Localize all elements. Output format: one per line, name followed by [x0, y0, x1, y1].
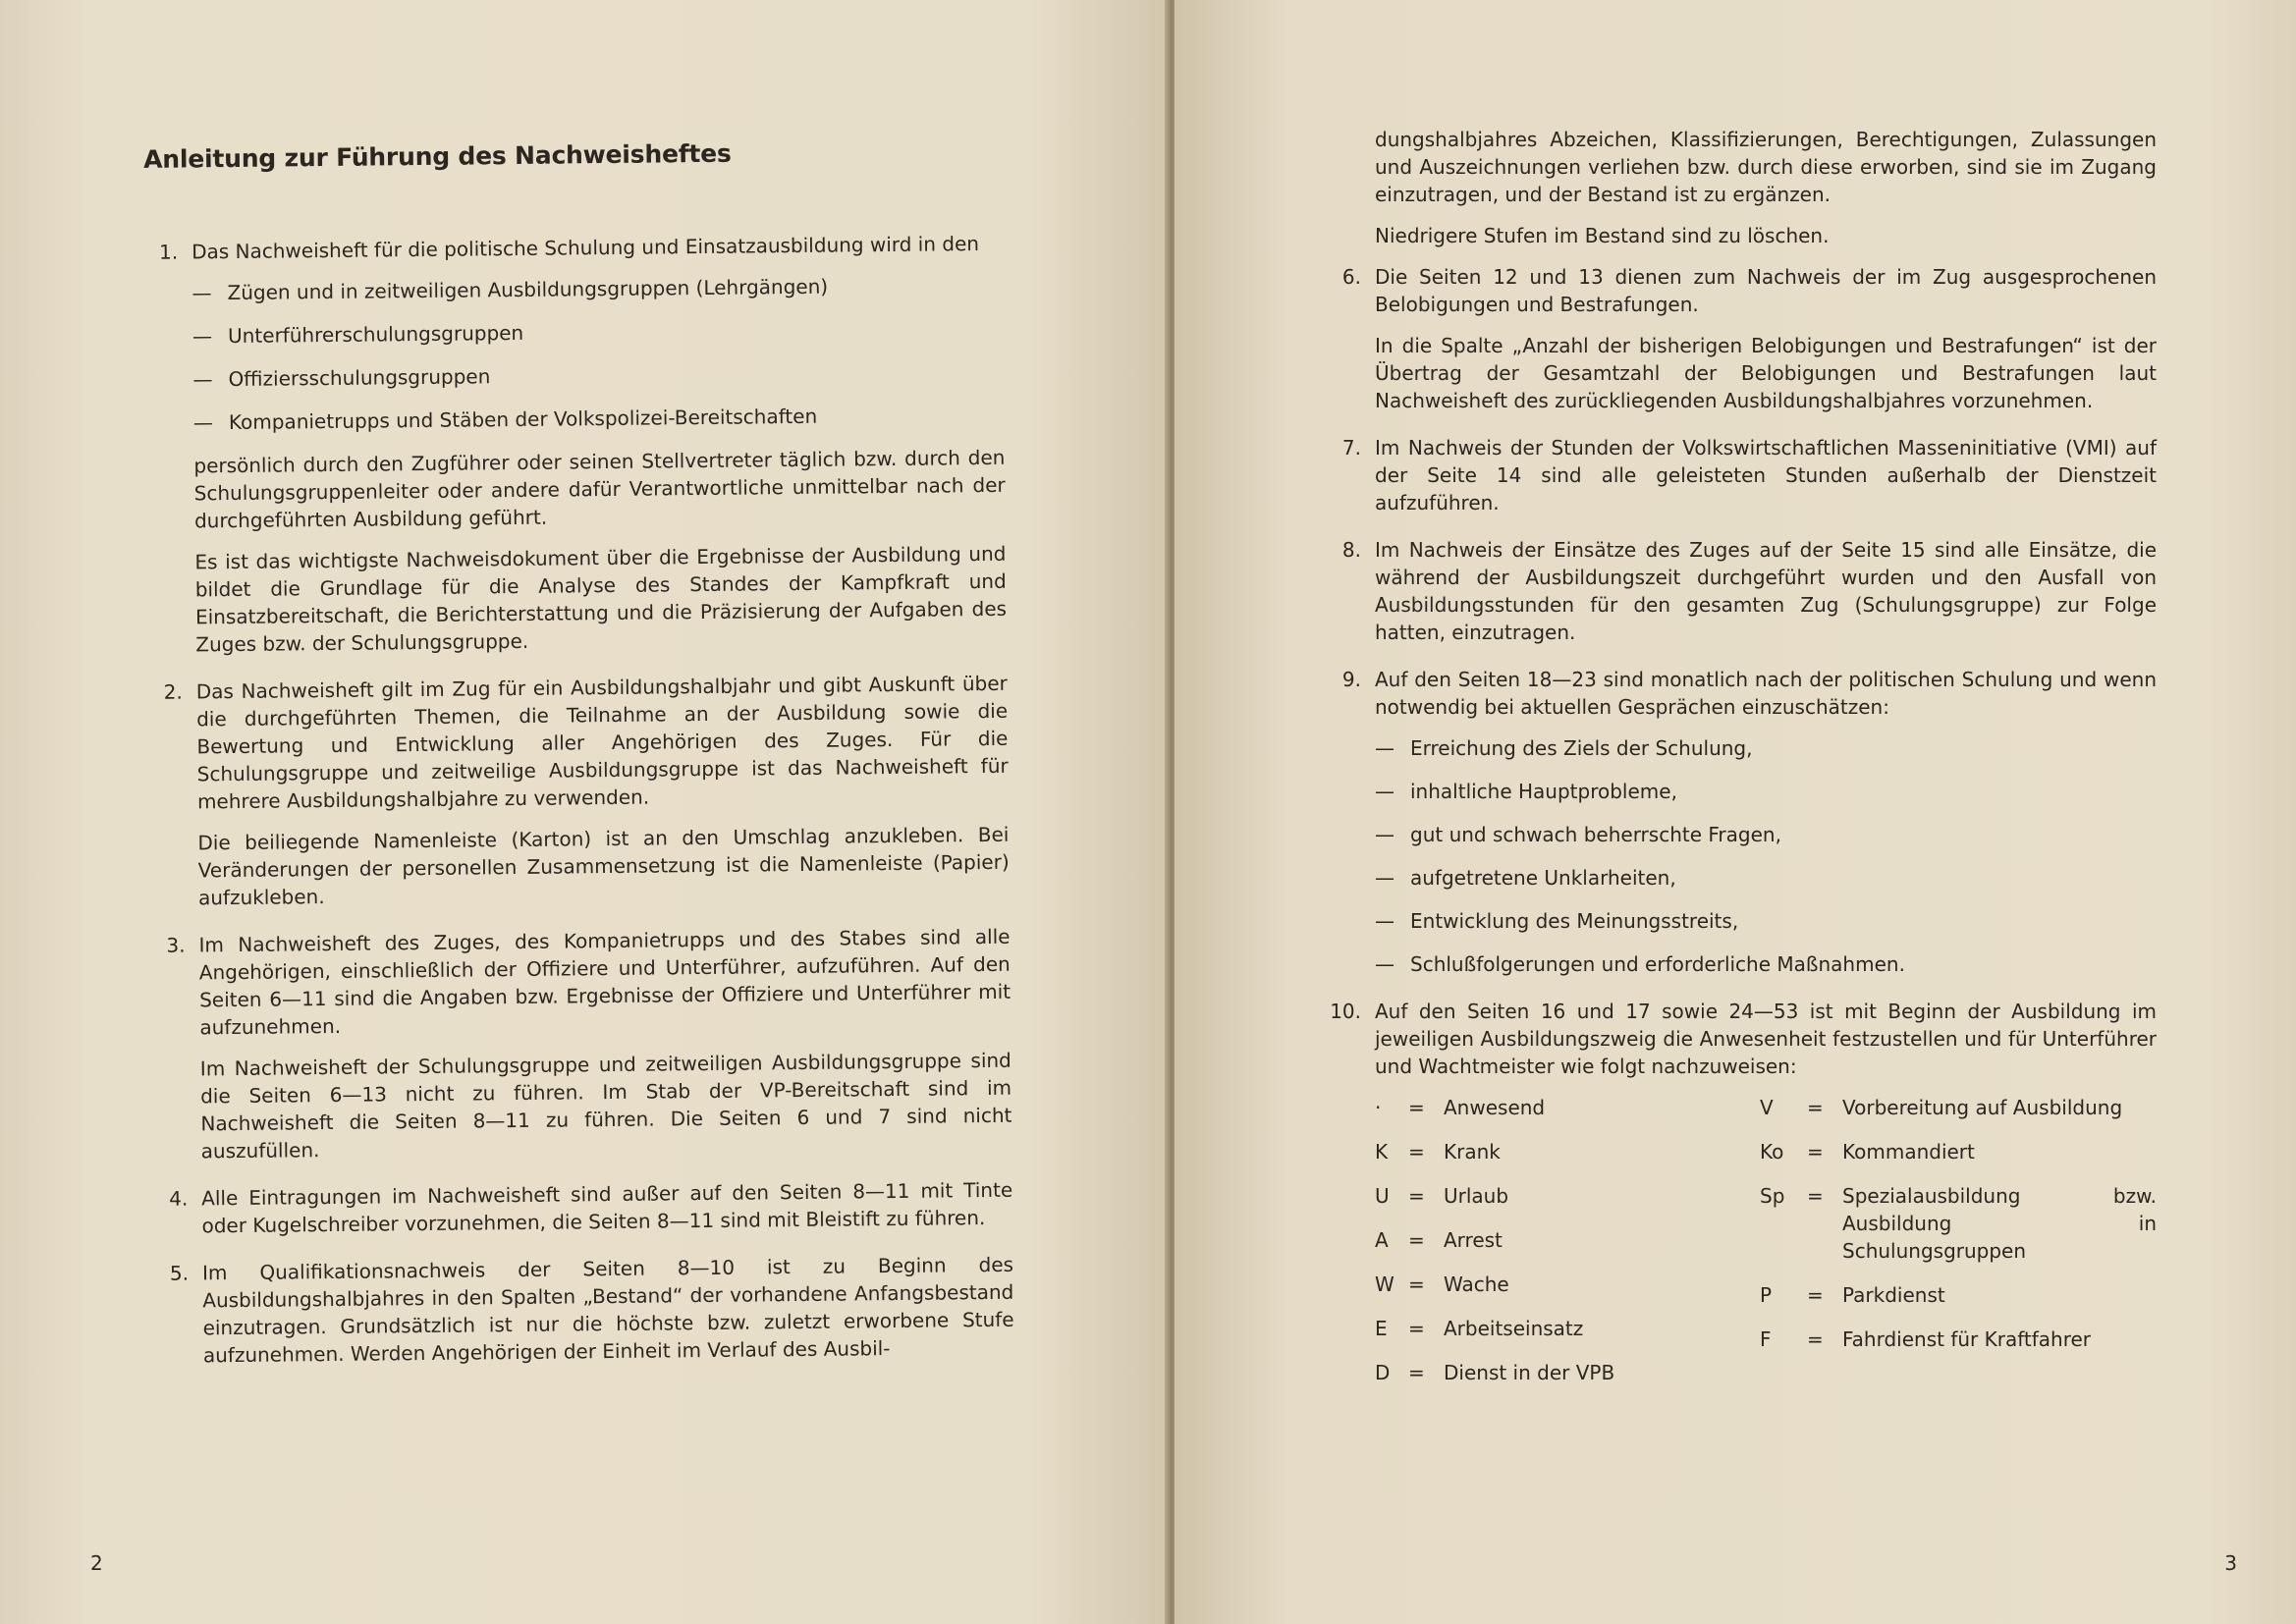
instruction-item: [149, 1251, 1014, 1370]
page-number: 3: [2224, 1551, 2237, 1575]
left-page-content: [137, 136, 1014, 1389]
item-number: 8.: [1341, 538, 1361, 562]
item-text: Auf den Seiten 18—23 sind monatlich nach der politischen Schulung und wenn notwendig bei aktuellen Gesprächen einzuschätzen:: [1375, 668, 2157, 719]
list-item: — Kompanietrupps und Stäben der Volkspolizei-Bereitschaften: [192, 404, 818, 435]
item-text: Die beiliegende Namenleiste (Karton) ist an den Umschlag anzukleben. Bei Veränderungen der personellen Zusammensetzung ist die Namenleiste (Papier) aufzukleben.: [197, 822, 1010, 910]
list-item: — Unterführerschulungsgruppen: [191, 320, 524, 349]
list-item: — aufgetretene Unklarheiten,: [1375, 866, 1676, 890]
instruction-item: [1322, 263, 2157, 414]
legend-row: V = Vorbereitung auf Ausbildung: [1760, 1096, 2123, 1119]
item-text: Im Nachweisheft des Zuges, des Kompanietrupps und des Stabes sind alle Angehörigen, einschließlich der Offiziere und Unterführer, aufzuführen. Auf den Seiten 6—11 sind die Angaben bzw. Ergebnisse der Offiziere und Unterführer mit aufzunehmen.: [198, 924, 1011, 1040]
item-number: 10.: [1330, 1000, 1361, 1023]
legend-row: U = Urlaub: [1375, 1184, 1509, 1208]
list-item: — Offiziersschulungsgruppen: [192, 364, 491, 392]
item-text: Es ist das wichtigste Nachweisdokument über die Ergebnisse der Ausbildung und bildet die Grundlage für die Analyse des Standes der Kampfkraft und Einsatzbereitschaft, die Berichterstattung und die Präzisierung der Aufgaben des Zuges bzw. der Schulungsgruppe.: [194, 541, 1008, 657]
item-text: Im Nachweis der Stunden der Volkswirtschaftlichen Masseninitiative (VMI) auf der Seite 14 sind alle geleisteten Stunden außerhalb der Dienstzeit aufzuführen.: [1375, 436, 2157, 514]
legend-column-right: [1760, 1094, 2157, 1403]
instruction-item: [143, 670, 1010, 912]
item-number: 1.: [158, 240, 179, 264]
list-item: — Erreichung des Ziels der Schulung,: [1375, 736, 1753, 760]
legend-row: · = Anwesend: [1375, 1096, 1546, 1119]
legend-row: Sp = Spezialausbildung bzw. Ausbildung in Schulungsgruppen: [1760, 1184, 2157, 1263]
instruction-item: [1322, 666, 2157, 978]
item-text: Im Nachweisheft der Schulungsgruppe und zeitweiligen Ausbildungsgruppe sind die Seiten 6—13 nicht zu führen. Im Stab der VP-Bereitschaft sind im Nachweisheft die Seiten 8—11 zu führen. Die Seiten 6 und 7 sind nicht auszufüllen.: [199, 1048, 1012, 1164]
item-text: Das Nachweisheft für die politische Schulung und Einsatzausbildung wird in den: [191, 232, 980, 264]
legend-column-left: [1375, 1094, 1760, 1403]
item-text: Die Seiten 12 und 13 dienen zum Nachweis der im Zug ausgesprochenen Belobigungen und Bestrafungen.: [1375, 265, 2157, 316]
item-number: 3.: [166, 933, 186, 957]
item-text: Im Qualifikationsnachweis der Seiten 8—10 ist zu Beginn des Ausbildungshalbjahres in den Spalten „Bestand“ der vorhandene Anfangsbestand einzutragen. Grundsätzlich ist nur die höchste bzw. zuletzt erworbene Stufe aufzunehmen. Werden Angehörigen der Einheit im Verlauf des Ausbil-: [201, 1252, 1014, 1368]
list-item: — Schlußfolgerungen und erforderliche Maßnahmen.: [1375, 952, 1905, 976]
item-text: Das Nachweisheft gilt im Zug für ein Ausbildungshalbjahr und gibt Auskunft über die durchgeführten Themen, die Teilnahme an der Ausbildung sowie die Bewertung und Entwicklung aller Angehörigen des Zuges. Für die Schulungsgruppe und zeitweilige Ausbildungsgruppe ist das Nachweisheft für mehrere Ausbildungshalbjahre zu verwenden.: [195, 671, 1009, 814]
item-text: dungshalbjahres Abzeichen, Klassifizierungen, Berechtigungen, Zulassungen und Auszeichnungen verliehen bzw. durch diese erworben, sind sie im Zugang einzutragen, und der Bestand ist zu ergänzen.: [1375, 128, 2157, 206]
item-number: 4.: [169, 1186, 189, 1211]
item-text: Im Nachweis der Einsätze des Zuges auf der Seite 15 sind alle Einsätze, die während der Ausbildungszeit durchgeführt wurden und den Ausfall von Ausbildungsstunden für den gesamten Zug (Schulungsgruppe) zur Folge hatten, einzutragen.: [1375, 538, 2157, 644]
legend-row: A = Arrest: [1375, 1228, 1503, 1252]
legend-row: W = Wache: [1375, 1272, 1509, 1296]
item-number: 5.: [169, 1261, 190, 1285]
item-text: Niedrigere Stufen im Bestand sind zu löschen.: [1375, 224, 1830, 247]
legend-row: E = Arbeitseinsatz: [1375, 1317, 1584, 1340]
right-page-content: [1322, 126, 2157, 1423]
item-number: 7.: [1341, 436, 1361, 460]
item-number: 2.: [163, 679, 183, 704]
item-number: 6.: [1341, 265, 1361, 289]
instruction-item: [1322, 434, 2157, 516]
continued-text: [1322, 126, 2157, 249]
list-item: — Entwicklung des Meinungsstreits,: [1375, 909, 1739, 933]
item-text: Auf den Seiten 16 und 17 sowie 24—53 ist mit Beginn der Ausbildung im jeweiligen Ausbildungszweig die Anwesenheit festzustellen und für Unterführer und Wachtmeister wie folgt nachzuweisen:: [1375, 1000, 2157, 1078]
list-item: — gut und schwach beherrschte Fragen,: [1375, 823, 1781, 846]
item-text: persönlich durch den Zugführer oder seinen Stellvertreter täglich bzw. durch den Schulungsgruppenleiter oder andere dafür Verantwortliche unmittelbar nach der durchgeführten Ausbildung geführt.: [193, 445, 1006, 533]
instruction-item: [138, 230, 1007, 659]
right-page: [1175, 0, 2296, 1624]
page-number: 2: [90, 1551, 103, 1575]
legend-row: D = Dienst in der VPB: [1375, 1361, 1615, 1384]
legend-row: P = Parkdienst: [1760, 1283, 1945, 1307]
item-number: 9.: [1341, 668, 1361, 691]
attendance-legend: [1375, 1094, 2157, 1403]
legend-row: K = Krank: [1375, 1140, 1501, 1164]
item-text: In die Spalte „Anzahl der bisherigen Belobigungen und Bestrafungen“ ist der Übertrag der Gesamtzahl der Belobigungen und Bestrafungen laut Nachweisheft des zurückliegenden Ausbildungshalbjahres vorzunehmen.: [1375, 334, 2157, 412]
instruction-item: [148, 1176, 1013, 1240]
legend-row: F = Fahrdienst für Kraftfahrer: [1760, 1327, 2092, 1351]
instruction-item: [145, 923, 1011, 1165]
legend-row: Ko = Kommandiert: [1760, 1140, 1975, 1164]
page-title: Anleitung zur Führung des Nachweisheftes: [142, 138, 732, 174]
item-text: Alle Eintragungen im Nachweisheft sind außer auf den Seiten 8—11 mit Tinte oder Kugelschreiber vorzunehmen, die Seiten 8—11 sind mit Bleistift zu führen.: [201, 1177, 1013, 1238]
instruction-item: [1322, 536, 2157, 646]
instruction-item: [1322, 998, 2157, 1403]
list-item: — inhaltliche Hauptprobleme,: [1375, 780, 1677, 803]
list-item: — Zügen und in zeitweiligen Ausbildungsgruppen (Lehrgängen): [191, 274, 829, 305]
